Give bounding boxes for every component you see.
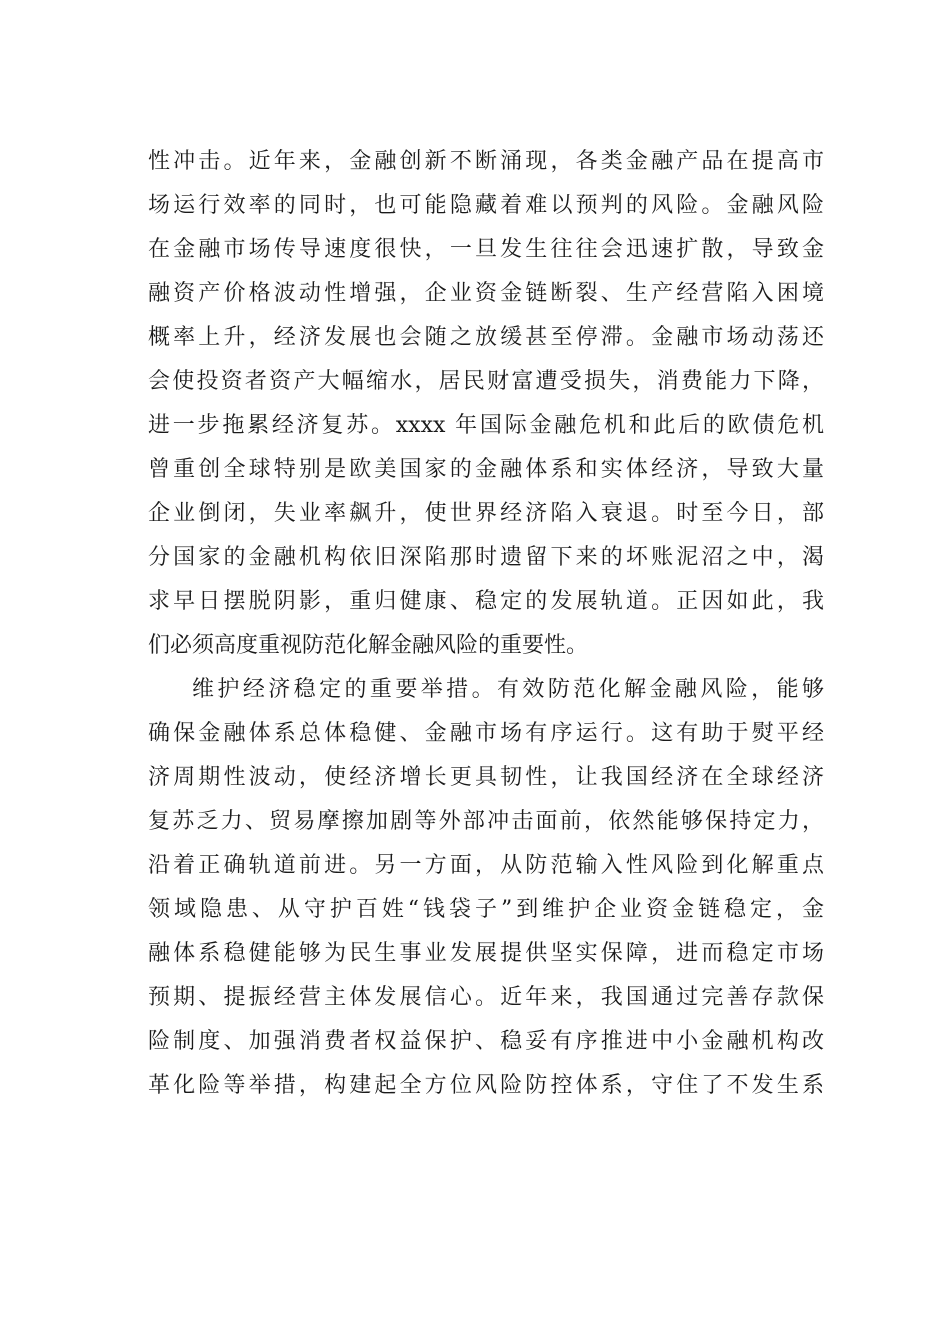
text-line: 革化险等举措，构建起全方位风险防控体系，守住了不发生系 xyxy=(148,1073,824,1098)
text-line: 分国家的金融机构依旧深陷那时遗留下来的坏账泥沼之中，渴 xyxy=(148,545,824,570)
text-line: 融体系稳健能够为民生事业发展提供坚实保障，进而稳定市场 xyxy=(148,941,824,966)
text-line: 性冲击。近年来，金融创新不断涌现，各类金融产品在提高市 xyxy=(148,149,824,174)
text-line: 领域隐患、从守护百姓“钱袋子”到维护企业资金链稳定，金 xyxy=(148,897,824,922)
text-line: 济周期性波动，使经济增长更具韧性，让我国经济在全球经济 xyxy=(148,765,824,790)
text-line: 场运行效率的同时，也可能隐藏着难以预判的风险。金融风险 xyxy=(148,193,824,218)
text-line: 概率上升，经济发展也会随之放缓甚至停滞。金融市场动荡还 xyxy=(148,325,824,350)
text-line: 曾重创全球特别是欧美国家的金融体系和实体经济，导致大量 xyxy=(148,457,824,482)
text-line: 们必须高度重视防范化解金融风险的重要性。 xyxy=(148,633,589,658)
text-line: 复苏乏力、贸易摩擦加剧等外部冲击面前，依然能够保持定力， xyxy=(148,809,824,834)
text-line: 险制度、加强消费者权益保护、稳妥有序推进中小金融机构改 xyxy=(148,1029,824,1054)
paragraph xyxy=(148,140,824,668)
text-line: 确保金融体系总体稳健、金融市场有序运行。这有助于熨平经 xyxy=(148,721,824,746)
text-line: 融资产价格波动性增强，企业资金链断裂、生产经营陷入困境 xyxy=(148,281,824,306)
text-line: 沿着正确轨道前进。另一方面，从防范输入性风险到化解重点 xyxy=(148,853,824,878)
text-line: 企业倒闭，失业率飙升，使世界经济陷入衰退。时至今日，部 xyxy=(148,501,824,526)
text-line: 在金融市场传导速度很快，一旦发生往往会迅速扩散，导致金 xyxy=(148,237,824,262)
text-line: 进一步拖累经济复苏。xxxx 年国际金融危机和此后的欧债危机 xyxy=(148,413,824,438)
body-text xyxy=(148,140,824,1108)
text-line: 求早日摆脱阴影，重归健康、稳定的发展轨道。正因如此，我 xyxy=(148,589,824,614)
text-line: 会使投资者资产大幅缩水，居民财富遭受损失，消费能力下降， xyxy=(148,369,824,394)
paragraph xyxy=(148,668,824,1108)
text-line: 预期、提振经营主体发展信心。近年来，我国通过完善存款保 xyxy=(148,985,824,1010)
text-line: 维护经济稳定的重要举措。有效防范化解金融风险，能够 xyxy=(192,677,824,702)
